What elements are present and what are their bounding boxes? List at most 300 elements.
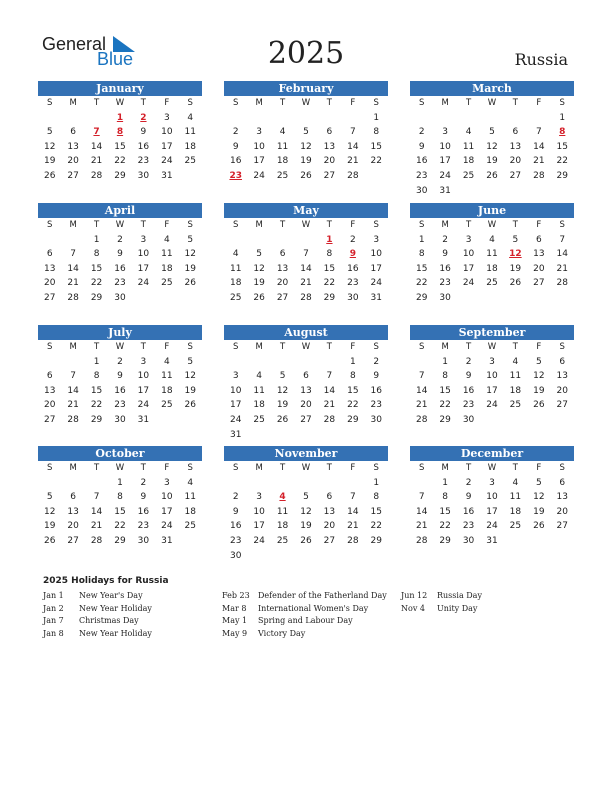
day-cell: 3 <box>163 112 170 123</box>
holiday-column <box>401 590 482 615</box>
day-cell <box>38 233 61 248</box>
day-cell <box>294 428 317 443</box>
weekday-label: S <box>373 98 379 108</box>
day-cell <box>85 111 108 126</box>
day-cell: 11 <box>462 141 475 152</box>
holiday-entry <box>222 590 387 603</box>
weekday-label: M <box>69 463 77 473</box>
week-row <box>38 125 202 140</box>
holiday-entry <box>222 615 387 628</box>
day-cell: 24 <box>161 156 173 167</box>
day-cell: 19 <box>509 263 522 274</box>
weekday-label: M <box>255 342 263 352</box>
day-cell: 19 <box>300 156 312 167</box>
day-cell <box>247 428 270 443</box>
day-cell: 12 <box>533 371 545 382</box>
day-cell: 28 <box>67 292 79 303</box>
day-cell: 14 <box>415 506 428 517</box>
day-cell: 29 <box>370 535 382 546</box>
day-cell: 18 <box>184 506 196 517</box>
day-cell: 5 <box>303 127 309 138</box>
day-cell: 14 <box>533 141 545 152</box>
day-cell <box>271 233 294 248</box>
week-row <box>224 291 388 306</box>
day-cell: 24 <box>370 278 382 289</box>
weekday-label: S <box>233 463 239 473</box>
weekday-label: S <box>47 342 53 352</box>
day-cell: 23 <box>137 521 150 532</box>
month-header: April <box>38 203 202 218</box>
week-row <box>224 398 388 413</box>
day-cell: 4 <box>465 127 472 138</box>
day-cell: 17 <box>486 506 498 517</box>
day-cell: 2 <box>232 492 239 503</box>
week-row <box>38 519 202 534</box>
day-cell: 1 <box>373 477 380 488</box>
day-cell <box>504 413 527 428</box>
day-cell: 2 <box>465 356 472 367</box>
day-cell <box>433 111 456 126</box>
day-cell: 4 <box>512 477 519 488</box>
holiday-name: Spring and Labour Day <box>258 616 353 625</box>
day-cell: 14 <box>67 263 79 274</box>
day-cell: 15 <box>439 506 451 517</box>
day-cell: 26 <box>43 170 56 181</box>
day-cell: 20 <box>323 156 336 167</box>
week-row <box>410 490 574 505</box>
weekday-label: F <box>164 98 170 108</box>
day-cell: 1 <box>117 477 123 488</box>
day-cell: 13 <box>323 506 336 517</box>
day-cell: 31 <box>439 185 451 196</box>
day-cell: 20 <box>509 156 522 167</box>
day-cell: 12 <box>43 141 56 152</box>
day-cell: 4 <box>232 249 239 260</box>
weekday-label: M <box>255 463 263 473</box>
day-cell: 15 <box>439 385 451 396</box>
week-row <box>410 355 574 370</box>
day-cell <box>341 428 364 443</box>
week-row <box>38 534 202 549</box>
day-cell: 24 <box>229 414 242 425</box>
day-cell: 27 <box>67 535 79 546</box>
weekday-label: F <box>536 463 542 473</box>
holiday-name: New Year Holiday <box>79 628 152 638</box>
day-cell <box>551 184 574 199</box>
day-cell: 2 <box>140 477 147 488</box>
day-cell: 3 <box>489 477 495 488</box>
day-cell: 11 <box>253 385 265 396</box>
day-cell: 25 <box>486 278 498 289</box>
week-row <box>410 398 574 413</box>
day-cell: 7 <box>326 371 333 382</box>
day-cell <box>318 549 341 564</box>
day-cell: 31 <box>370 292 382 303</box>
day-cell: 13 <box>300 385 312 396</box>
weekday-header-row <box>224 218 388 233</box>
day-cell: 7 <box>70 371 76 382</box>
week-row <box>224 140 388 155</box>
day-cell: 25 <box>229 292 242 303</box>
weekday-label: M <box>441 342 449 352</box>
holiday-entry <box>222 628 387 641</box>
week-row <box>224 233 388 248</box>
day-cell: 5 <box>46 127 53 138</box>
day-cell: 10 <box>486 371 498 382</box>
day-cell: 18 <box>276 521 289 532</box>
day-cell: 16 <box>137 506 150 517</box>
day-cell: 12 <box>184 371 196 382</box>
day-cell: 30 <box>137 535 150 546</box>
day-cell: 2 <box>349 234 356 245</box>
week-row <box>224 476 388 491</box>
week-row <box>38 413 202 428</box>
day-cell: 10 <box>161 127 173 138</box>
weekday-label: T <box>140 220 146 230</box>
country-name: Russia <box>514 50 568 69</box>
holiday-name: Christmas Day <box>79 616 139 625</box>
day-cell: 10 <box>439 141 451 152</box>
week-row <box>410 262 574 277</box>
day-cell: 17 <box>229 400 242 411</box>
week-row <box>224 111 388 126</box>
weekday-label: T <box>326 98 332 108</box>
week-row <box>410 247 574 262</box>
weekday-label: S <box>47 463 53 473</box>
weekday-label: S <box>419 342 425 352</box>
day-cell: 9 <box>465 492 472 503</box>
week-row <box>224 428 388 443</box>
day-cell: 5 <box>46 492 53 503</box>
weekday-label: F <box>350 220 356 230</box>
day-cell: 18 <box>161 263 173 274</box>
day-cell: 8 <box>326 249 333 260</box>
day-cell <box>480 291 503 306</box>
week-row <box>410 534 574 549</box>
day-cell: 27 <box>509 170 522 181</box>
day-cell: 17 <box>253 521 265 532</box>
day-cell: 23 <box>462 400 475 411</box>
day-cell: 22 <box>370 156 382 167</box>
day-cell <box>504 184 527 199</box>
day-cell: 9 <box>117 371 123 382</box>
day-cell: 31 <box>161 535 173 546</box>
weekday-label: S <box>187 463 193 473</box>
day-cell: 9 <box>232 141 239 152</box>
week-row <box>38 355 202 370</box>
day-cell: 1 <box>326 234 333 245</box>
weekday-label: T <box>279 463 286 473</box>
week-row <box>224 247 388 262</box>
day-cell: 2 <box>232 127 239 138</box>
month-july <box>38 325 202 428</box>
day-cell: 21 <box>347 521 359 532</box>
day-cell: 20 <box>556 506 568 517</box>
day-cell: 28 <box>347 170 359 181</box>
day-cell <box>480 111 503 126</box>
day-cell: 30 <box>114 292 126 303</box>
day-cell: 3 <box>256 492 262 503</box>
weekday-label: T <box>512 220 518 230</box>
day-cell <box>341 549 364 564</box>
weekday-label: W <box>487 220 497 230</box>
day-cell: 24 <box>486 400 498 411</box>
week-row <box>38 247 202 262</box>
day-cell <box>504 291 527 306</box>
day-cell: 15 <box>370 141 382 152</box>
day-cell: 24 <box>137 278 150 289</box>
day-cell: 11 <box>161 249 173 260</box>
day-cell: 19 <box>253 278 265 289</box>
day-cell: 5 <box>512 234 519 245</box>
week-row <box>410 413 574 428</box>
day-cell: 31 <box>486 535 498 546</box>
day-cell: 19 <box>43 156 56 167</box>
day-cell: 23 <box>229 170 242 181</box>
holiday-column <box>222 590 387 640</box>
day-cell: 14 <box>323 385 336 396</box>
day-cell <box>365 428 388 443</box>
day-cell: 29 <box>323 292 336 303</box>
holiday-entry <box>401 603 482 616</box>
day-cell: 2 <box>418 127 425 138</box>
day-cell: 16 <box>229 156 242 167</box>
day-cell: 12 <box>43 506 56 517</box>
day-cell: 26 <box>253 292 265 303</box>
day-cell: 7 <box>349 492 356 503</box>
day-cell: 11 <box>509 371 522 382</box>
day-cell: 7 <box>70 249 76 260</box>
day-cell <box>38 111 61 126</box>
day-cell: 17 <box>439 156 451 167</box>
weekday-label: S <box>187 98 193 108</box>
week-row <box>38 398 202 413</box>
day-cell: 30 <box>415 185 428 196</box>
day-cell: 25 <box>184 156 196 167</box>
day-cell: 15 <box>90 385 103 396</box>
day-cell: 7 <box>303 249 309 260</box>
day-cell: 27 <box>43 292 56 303</box>
weekday-header-row <box>410 96 574 111</box>
day-cell: 16 <box>137 141 150 152</box>
holiday-date: Jun 12 <box>401 591 428 600</box>
day-cell: 24 <box>137 400 150 411</box>
day-cell: 28 <box>300 292 312 303</box>
day-cell: 8 <box>349 371 356 382</box>
day-cell <box>318 428 341 443</box>
day-cell <box>61 111 84 126</box>
weekday-label: W <box>115 463 125 473</box>
day-cell: 21 <box>90 156 103 167</box>
day-cell: 28 <box>533 170 545 181</box>
day-cell: 1 <box>93 234 100 245</box>
holiday-date: Jan 8 <box>43 628 64 638</box>
weekday-label: T <box>140 463 146 473</box>
day-cell: 18 <box>486 263 498 274</box>
day-cell: 17 <box>253 156 265 167</box>
day-cell: 6 <box>535 234 542 245</box>
day-cell <box>247 549 270 564</box>
day-cell: 18 <box>509 506 522 517</box>
day-cell <box>504 111 527 126</box>
weekday-label: T <box>279 98 286 108</box>
holiday-entry <box>401 590 482 603</box>
day-cell: 10 <box>137 249 150 260</box>
day-cell: 15 <box>90 263 103 274</box>
day-cell: 11 <box>229 263 242 274</box>
weekday-label: W <box>301 342 311 352</box>
day-cell <box>38 476 61 491</box>
day-cell: 10 <box>137 371 150 382</box>
weekday-label: T <box>465 220 472 230</box>
weekday-label: F <box>350 98 356 108</box>
day-cell: 20 <box>67 521 79 532</box>
day-cell: 22 <box>114 156 126 167</box>
day-cell: 4 <box>279 492 286 503</box>
holiday-date: Jan 1 <box>43 591 64 600</box>
weekday-label: T <box>279 220 286 230</box>
day-cell: 28 <box>67 414 79 425</box>
day-cell: 15 <box>556 141 568 152</box>
day-cell <box>341 111 364 126</box>
day-cell: 16 <box>370 385 382 396</box>
month-april <box>38 203 202 306</box>
day-cell: 28 <box>90 535 103 546</box>
day-cell: 3 <box>140 356 147 367</box>
day-cell: 12 <box>276 385 289 396</box>
weekday-label: M <box>69 342 77 352</box>
day-cell: 29 <box>556 170 568 181</box>
day-cell: 8 <box>559 127 566 138</box>
weekday-label: T <box>140 342 146 352</box>
day-cell <box>224 476 247 491</box>
weekday-label: T <box>140 98 146 108</box>
week-row <box>224 276 388 291</box>
day-cell <box>155 413 178 428</box>
day-cell: 7 <box>418 371 425 382</box>
month-january <box>38 81 202 184</box>
day-cell: 16 <box>114 263 126 274</box>
day-cell: 16 <box>462 385 475 396</box>
day-cell: 15 <box>114 506 126 517</box>
day-cell: 21 <box>347 156 359 167</box>
holiday-entry <box>43 590 152 603</box>
day-cell: 28 <box>347 535 359 546</box>
weekday-label: W <box>487 98 497 108</box>
day-cell: 8 <box>373 127 380 138</box>
weekday-header-row <box>38 461 202 476</box>
day-cell: 2 <box>117 234 123 245</box>
holiday-entry <box>43 628 152 641</box>
holiday-date: May 1 <box>222 616 248 625</box>
day-cell: 5 <box>303 492 309 503</box>
week-row <box>38 111 202 126</box>
day-cell <box>61 355 84 370</box>
day-cell <box>527 184 550 199</box>
day-cell: 5 <box>187 234 194 245</box>
weekday-label: S <box>559 98 565 108</box>
holiday-date: Jan 2 <box>43 603 64 613</box>
day-cell: 6 <box>279 249 286 260</box>
weekday-label: S <box>419 463 425 473</box>
weekday-label: S <box>187 342 193 352</box>
week-row <box>410 154 574 169</box>
day-cell: 7 <box>93 127 100 138</box>
weekday-label: S <box>559 463 565 473</box>
weekday-label: S <box>233 98 239 108</box>
day-cell <box>224 111 247 126</box>
day-cell: 9 <box>465 371 472 382</box>
calendar-year: 2025 <box>267 36 345 71</box>
weekday-label: S <box>233 342 239 352</box>
weekday-label: F <box>350 342 356 352</box>
day-cell <box>271 355 294 370</box>
day-cell <box>318 476 341 491</box>
day-cell <box>551 534 574 549</box>
day-cell: 22 <box>370 521 382 532</box>
day-cell: 31 <box>137 414 150 425</box>
day-cell: 18 <box>161 385 173 396</box>
week-row <box>224 355 388 370</box>
day-cell: 22 <box>439 400 451 411</box>
day-cell: 29 <box>439 414 451 425</box>
day-cell: 27 <box>533 278 545 289</box>
day-cell: 29 <box>415 292 428 303</box>
day-cell: 16 <box>439 263 451 274</box>
day-cell: 21 <box>67 400 79 411</box>
day-cell: 9 <box>442 249 448 260</box>
month-header: September <box>410 325 574 340</box>
day-cell: 25 <box>253 414 265 425</box>
day-cell: 15 <box>370 506 382 517</box>
weekday-label: S <box>233 220 239 230</box>
week-row <box>410 276 574 291</box>
day-cell: 28 <box>415 414 428 425</box>
month-may <box>224 203 388 306</box>
day-cell: 6 <box>326 127 333 138</box>
day-cell: 20 <box>276 278 289 289</box>
day-cell: 2 <box>373 356 380 367</box>
day-cell: 12 <box>184 249 196 260</box>
day-cell: 23 <box>462 521 475 532</box>
weekday-label: T <box>326 220 332 230</box>
day-cell <box>294 355 317 370</box>
day-cell: 30 <box>462 535 475 546</box>
week-row <box>224 369 388 384</box>
day-cell: 7 <box>535 127 542 138</box>
day-cell: 4 <box>187 112 194 123</box>
day-cell <box>318 111 341 126</box>
day-cell: 22 <box>90 278 103 289</box>
day-cell: 26 <box>533 400 545 411</box>
holiday-date: Feb 23 <box>222 591 250 600</box>
day-cell: 10 <box>253 141 265 152</box>
day-cell: 31 <box>161 170 173 181</box>
weekday-label: W <box>487 463 497 473</box>
weekday-label: T <box>465 463 472 473</box>
weekday-header-row <box>410 218 574 233</box>
day-cell: 26 <box>533 521 545 532</box>
weekday-label: S <box>47 98 53 108</box>
week-row <box>410 476 574 491</box>
day-cell: 16 <box>229 521 242 532</box>
day-cell: 4 <box>256 371 262 382</box>
day-cell: 1 <box>116 112 124 123</box>
day-cell: 12 <box>300 141 312 152</box>
day-cell <box>179 291 202 306</box>
day-cell: 22 <box>415 278 428 289</box>
day-cell <box>179 413 202 428</box>
